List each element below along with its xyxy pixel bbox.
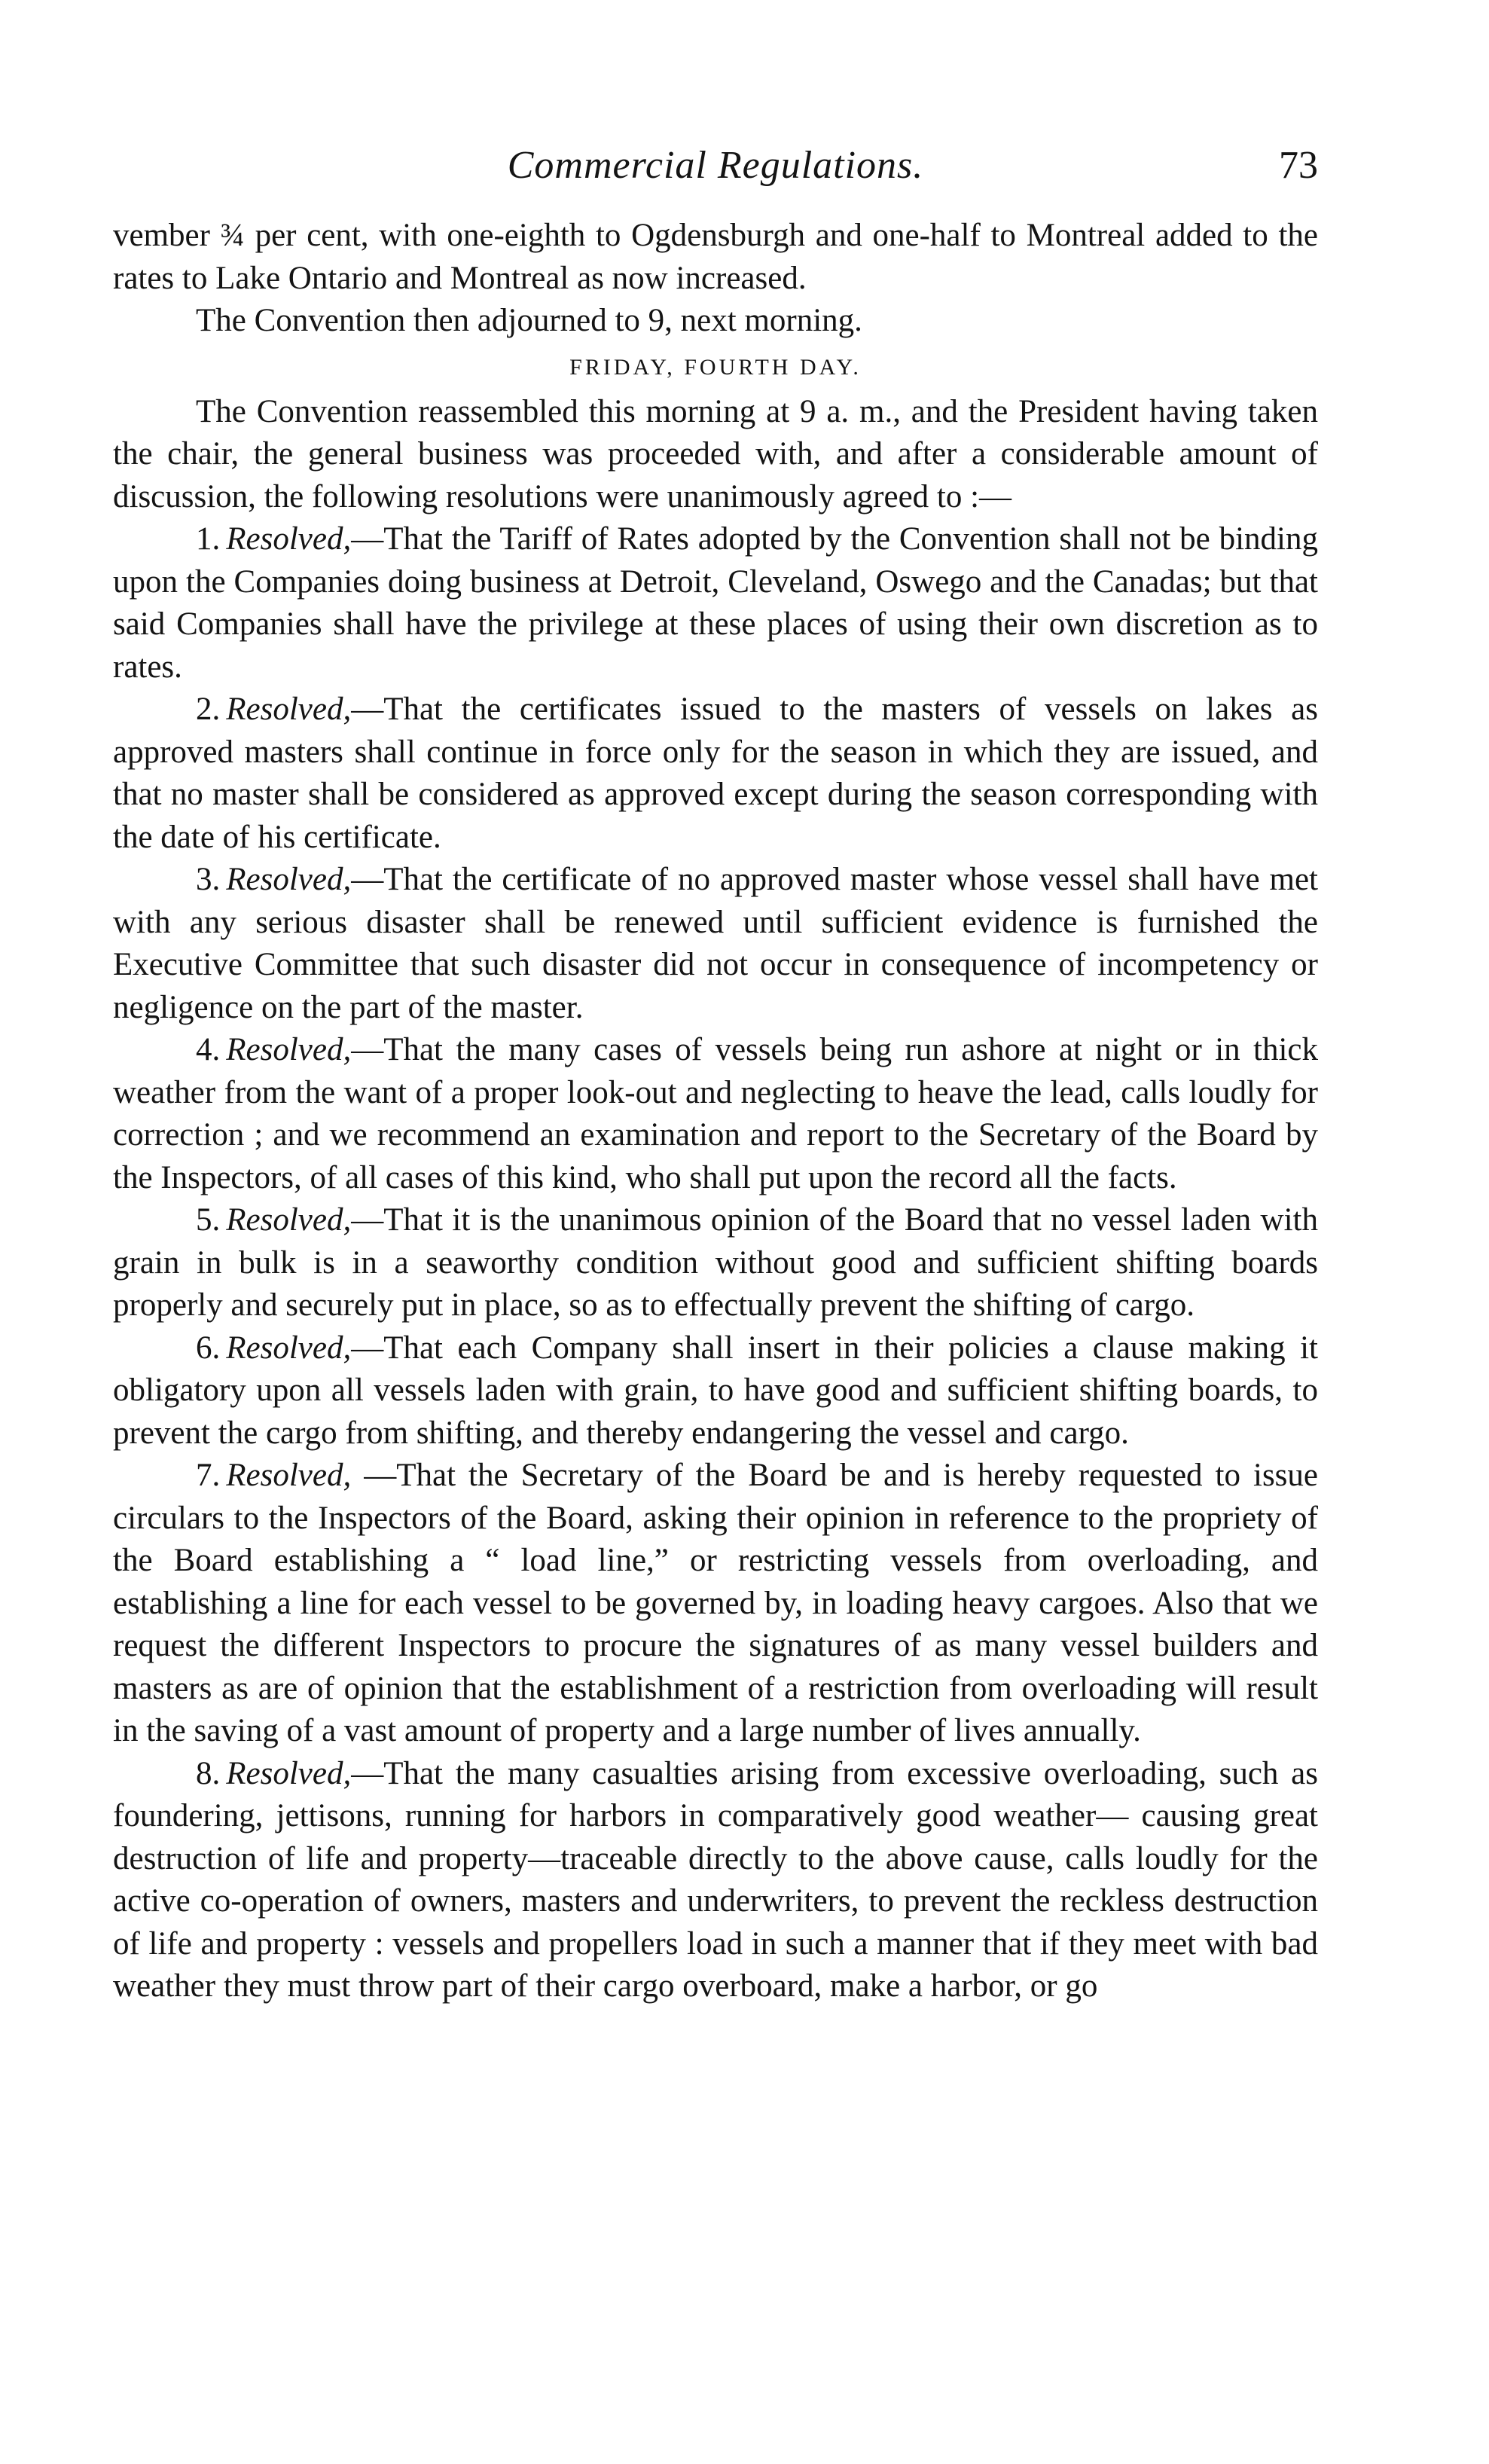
resolution-keyword: Resolved, (226, 1330, 352, 1366)
resolution-6 (113, 1327, 1318, 1455)
resolution-5 (113, 1199, 1318, 1327)
resolution-text: —That the certificate of no approved master whose vessel shall have met with any serious disaster shall be renewed until sufficient evidence is furnished the Executive Committee that such disaster did not occur in consequence of incompetency or negligence on the part of the master. (113, 862, 1318, 1025)
resolution-keyword: Resolved, (226, 1458, 352, 1493)
resolution-keyword: Resolved, (226, 862, 352, 897)
resolution-8 (113, 1753, 1318, 2008)
resolution-1 (113, 518, 1318, 689)
resolution-2 (113, 689, 1318, 859)
page-number: 73 (1279, 144, 1318, 187)
resolution-3 (113, 859, 1318, 1029)
running-title: Commercial Regulations. (507, 144, 924, 187)
resolution-text: —That the many casualties arising from excessive overloading, such as foundering, jettisons, running for harbors in comparatively good weather— causing great destruction of life and property—traceable directly to the above cause, calls loudly for the active co-operation of owners, masters and underwriters, to prevent the reckless destruction of life and property : vessels and propellers load in such a manner that if they meet with bad weather they must throw part of their cargo overboard, make a harbor, or go (113, 1755, 1318, 2004)
resolution-number: 6. (196, 1330, 221, 1366)
adjournment-paragraph: The Convention then adjourned to 9, next morning. (196, 303, 862, 338)
resolution-number: 1. (196, 521, 221, 557)
resolution-text: —That each Company shall insert in their policies a clause making it obligatory upon all vessels laden with grain, to have good and sufficient shifting boards, to prevent the cargo from shifting, and thereby endangering the vessel and cargo. (113, 1330, 1318, 1451)
resolution-text: —That the Secretary of the Board be and is hereby requested to issue circulars to the Inspectors of the Board, asking their opinion in reference to the propriety of the Board establishing a “ load line,” or restricting vessels from overloading, and establishing a line for each vessel to be governed by, in loading heavy cargoes. Also that we request the different Inspectors to procure the signatures of as many vessel builders and masters as are of opinion that the establishment of a restriction from overloading will result in the saving of a vast amount of property and a large number of lives annually. (113, 1458, 1318, 1748)
opening-paragraph: The Convention reassembled this morning at 9 a. m., and the President having taken the chair, the general business was proceeded with, and after a considerable amount of discussion, the following resolutions were unanimously agreed to :— (113, 393, 1318, 514)
body-text (113, 215, 1318, 2008)
resolution-number: 4. (196, 1032, 221, 1067)
resolution-text: —That it is the unanimous opinion of the Board that no vessel laden with grain in bulk is in a seaworthy condition without good and sufficient shifting boards properly and securely put in place, so as to effectually prevent the shifting of cargo. (113, 1202, 1318, 1323)
section-heading: FRIDAY, FOURTH DAY. (569, 354, 862, 380)
resolution-keyword: Resolved, (226, 1755, 352, 1791)
resolution-text: —That the many cases of vessels being run ashore at night or in thick weather from the want of a proper look-out and neglecting to heave the lead, calls loudly for correction ; and we recommend an examination and report to the Secretary of the Board by the Inspectors, of all cases of this kind, who shall put upon the record all the facts. (113, 1032, 1318, 1195)
resolution-text: —That the Tariff of Rates adopted by the Convention shall not be binding upon the Companies doing business at Detroit, Cleveland, Oswego and the Canadas; but that said Companies shall have the privilege at these places of using their own discretion as to rates. (113, 521, 1318, 685)
resolution-number: 8. (196, 1755, 221, 1791)
resolution-keyword: Resolved, (226, 1202, 352, 1238)
resolution-keyword: Resolved, (226, 692, 352, 727)
resolution-number: 3. (196, 862, 221, 897)
resolution-4 (113, 1029, 1318, 1199)
resolution-7 (113, 1455, 1318, 1753)
resolution-keyword: Resolved, (226, 521, 352, 557)
resolution-number: 5. (196, 1202, 221, 1238)
resolution-number: 7. (196, 1458, 221, 1493)
resolution-number: 2. (196, 692, 221, 727)
continuation-paragraph: vember ¾ per cent, with one-eighth to Ogdensburgh and one-half to Montreal added to the rates to Lake Ontario and Montreal as now increased. (113, 218, 1318, 296)
resolution-text: —That the certificates issued to the masters of vessels on lakes as approved masters shall continue in force only for the season in which they are issued, and that no master shall be considered as approved except during the season corresponding with the date of his certificate. (113, 692, 1318, 855)
resolution-keyword: Resolved, (226, 1032, 352, 1067)
running-head (113, 143, 1318, 196)
